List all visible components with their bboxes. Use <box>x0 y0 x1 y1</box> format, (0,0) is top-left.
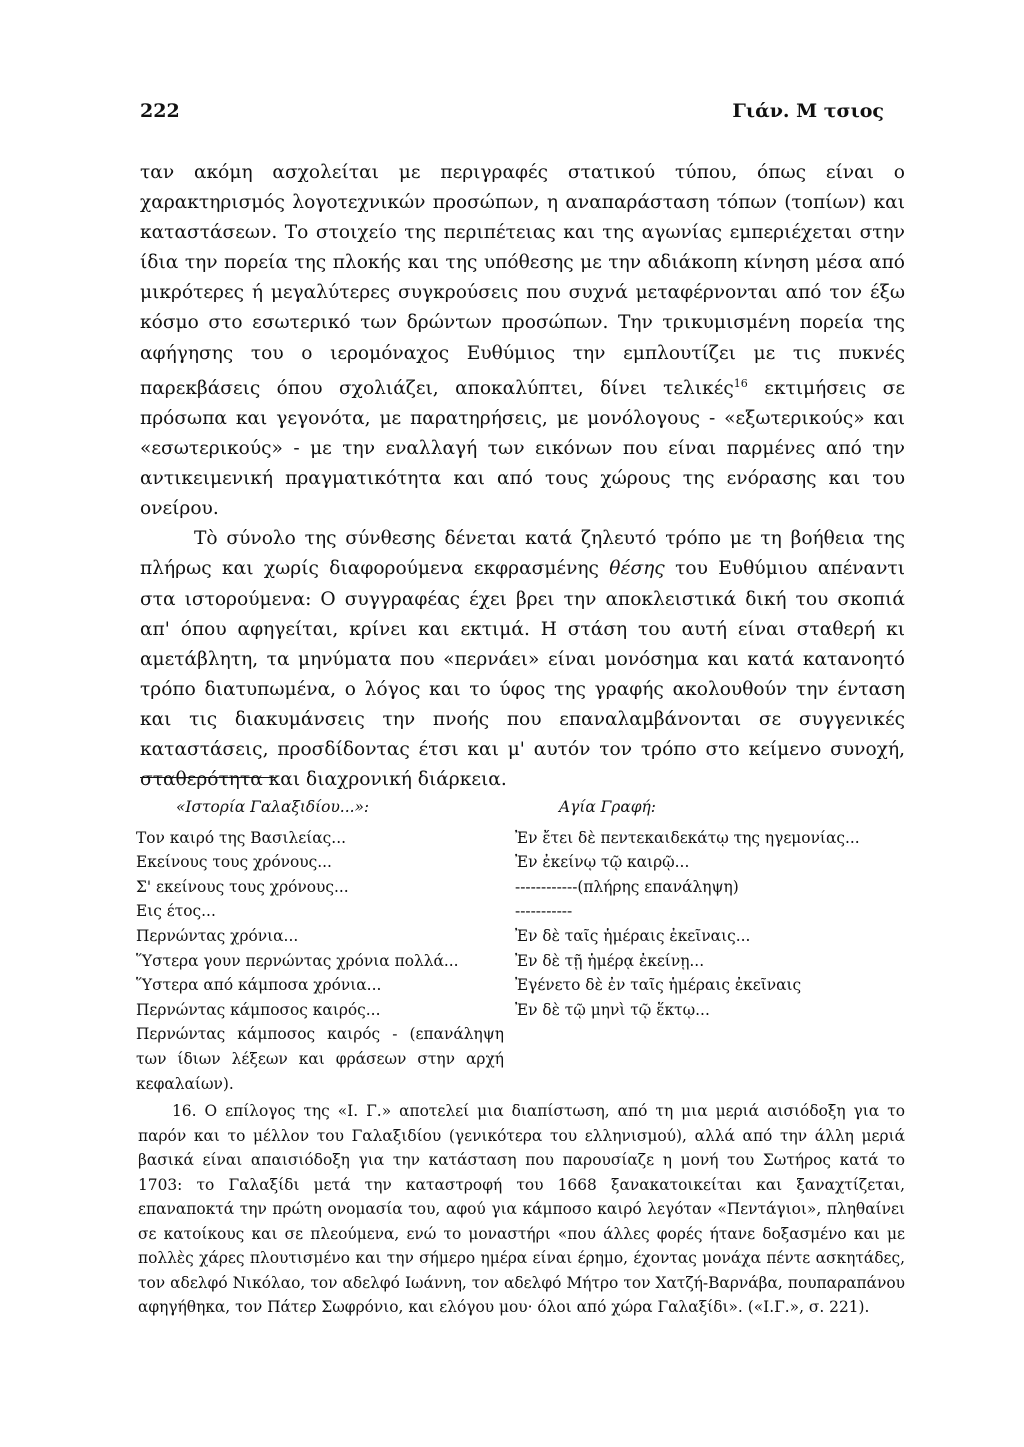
left-line-5: Περνώντας χρόνια... <box>136 926 299 945</box>
right-line-1: Ἐν ἔτει δὲ πεντεκαιδεκάτῳ της ηγεμονίας... <box>515 828 860 847</box>
left-line-4: Εις έτος... <box>136 902 216 921</box>
paragraph-1-text: ταν ακόμη ασχολείται με περιγραφές στατικού τύπου, όπως είναι ο χαρακτηρισμός λογοτεχνικών προσώπων, η αναπαράσταση τόπων (τοπίων) και καταστάσεων. Το στοιχείο της περιπέτειας και της αγωνίας εμπεριέχεται στην ίδια την πορεία της πλοκής και της υπόθεσης με την αδιάκοπη κίνηση μέσα από μικρότερες ή μεγαλύτερες συγκρούσεις που συχνά μεταφέρνονται από τον έξω κόσμο στο εσωτερικό των δρώντων προσώπων. Την τρικυμισμένη πορεία της αφήγησης του ο ιερομόναχος Ευθύμιος την εμπλουτίζει με τις πυκνές παρεκβάσεις όπου σχολιάζει, αποκαλύπτει, δίνει τελικές <box>140 162 905 399</box>
left-line-7: Ὕστερα από κάμποσα χρόνια... <box>136 976 382 995</box>
body-paragraph-2: Τὸ σύνολο της σύνθεσης δένεται κατά ζηλευτό τρόπο με τη βοήθεια της πλήρως και χωρίς διαφορούμενα εκφρασμένης θέσης του Ευθύμιου απέναντι στα ιστορούμενα: Ο συγγραφέας έχει βρει την αποκλειστικά δική του σκοπιά απ' όπου αφηγείται, κρίνει και εκτιμά. Η στάση του αυτή είναι σταθερή κι αμετάβλητη, τα μηνύματα που «περνάει» είναι μονόσημα και κατά κατανοητό τρόπο διατυπωμένα, ο λόγος και το ύφος της γραφής ακολουθούν την ένταση και τις διακυμάνσεις την πνοής που επαναλαμβάνονται σε συγγενικές καταστάσεις, προσδίδοντας έτσι και μ' αυτόν τον τρόπο στο κείμενο συνοχή, σταθερότητα και διαχρονική διάρκεια. <box>140 528 905 791</box>
left-line-8: Περνώντας κάμποσος καιρός... <box>136 1000 381 1019</box>
left-line-1: Τον καιρό της Βασιλείας... <box>136 828 346 847</box>
emphasis-thesis: θέσης <box>609 558 665 580</box>
left-line-2: Εκείνους τους χρόνους... <box>136 853 332 872</box>
footnote-16 <box>138 1099 905 1320</box>
running-head: Γιάν. Μ τσιος <box>732 100 884 122</box>
left-line-9: Περνώντας κάμποσος καιρός - (επανάληψη των ίδιων λέξεων και φράσεων στην αρχή κεφαλαίων). <box>136 1025 504 1093</box>
right-line-8: Ἐν δὲ τῷ μηνὶ τῷ ἕκτῳ... <box>515 1000 710 1019</box>
body-paragraph-1 <box>140 158 905 524</box>
right-line-2: Ἐν ἐκείνῳ τῷ καιρῷ... <box>515 853 690 872</box>
main-text <box>140 158 905 795</box>
right-column-title: Αγία Γραφή: <box>559 798 656 816</box>
right-line-4: ----------- <box>515 902 573 921</box>
page-number: 222 <box>140 100 180 122</box>
footnote-16-text: Ο επίλογος της «Ι. Γ.» αποτελεί μια διαπίστωση, από τη μια μεριά αισιόδοξη για το παρόν και το μέλλον του Γαλαξιδίου (γενικότερα του ελληνισμού), αλλά από την άλλη μεριά βασικά είναι απαισιόδοξη για την κατάσταση που παρουσίαζε η μονή του Σωτήρος κατά το 1703: το Γαλαξίδι μετά την καταστροφή του 1668 ξανακατοικείται και ξαναχτίζεται, επαναποκτά την πρώτη ονομασία του, αφού για κάμποσο καιρό λεγόταν «Πεντάγιοι», πληθαίνει σε κατοίκους και σε πλεούμενα, ενώ το μοναστήρι «που άλλες φορές ήτανε δοξασμένο και με πολλὲς χάρες πλουτισμένο και την σήμερο ημέρα είναι έρημο, έχοντας μονάχα πέντε ασκητάδες, τον αδελφό Νικόλαο, τον αδελφό Ιωάννη, τον αδελφό Μήτρο τον Χατζή-Βαρνάβα, πουπαραπάνου αφηγήθηκα, τον Πάτερ Σωφρόνιο, και ελόγου μου· όλοι από χώρα Γαλαξίδι». («Ι.Γ.», σ. 221). <box>138 1102 905 1316</box>
footnote-separator <box>140 777 276 778</box>
left-column-title: «Ιστορία Γαλαξιδίου...»: <box>176 798 370 816</box>
comparison-column-right <box>515 795 925 1022</box>
footnote-ref-16: 16 <box>733 376 748 390</box>
footnote-16-number: 16. <box>172 1102 197 1120</box>
right-line-7: Ἐγένετο δὲ ἐν ταῖς ἡμέραις ἐκεῖναις <box>515 976 802 995</box>
left-line-6: Ὕστερα γουν περνώντας χρόνια πολλά... <box>136 951 459 970</box>
paragraph-1-tail: εκτιμήσεις σε πρόσωπα και γεγονότα, με παρατηρήσεις, με μονόλογους - «εξωτερικούς» και «εσωτερικούς» - με την εναλλαγή των εικόνων που είναι παρμένες από την αντικειμενική πραγματικότητα και από τους χώρους της ενόρασης και του ονείρου. <box>140 377 905 520</box>
comparison-column-left <box>136 795 506 1096</box>
right-line-5: Ἐν δὲ ταῖς ἡμέραις ἐκεῖναις... <box>515 926 751 945</box>
right-line-6: Ἐν δὲ τῇ ἡμέρᾳ ἐκείνῃ... <box>515 951 705 970</box>
left-line-3: Σ' εκείνους τους χρόνους... <box>136 877 349 896</box>
right-line-3: ------------(πλήρης επανάληψη) <box>515 877 739 896</box>
